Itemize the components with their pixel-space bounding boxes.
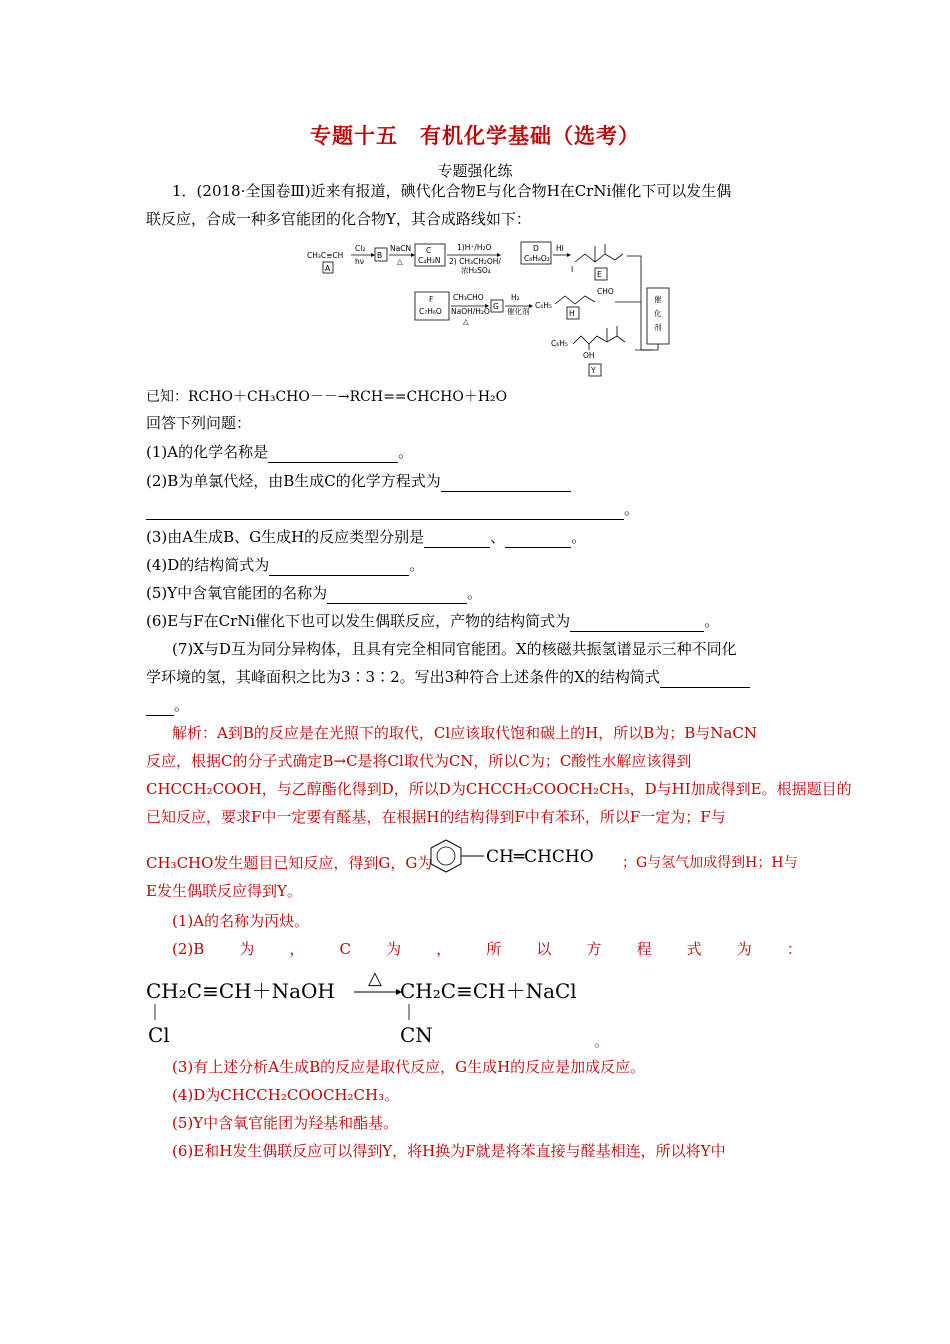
compound-c-label: C: [426, 246, 432, 255]
answer-4: (4)D为CHCCH₂COOCH₂CH₃。: [172, 1086, 400, 1104]
answer-2-word-7: 所: [486, 940, 502, 958]
question-2-line-2: [146, 498, 806, 520]
condition-heat-2: △: [463, 317, 469, 326]
equation-right-substituent: CN: [400, 1023, 433, 1047]
answer-blank-5[interactable]: [327, 589, 467, 604]
answer-2-word-12: 为: [736, 940, 752, 958]
analysis-line-5-end: ；G与氢气加成得到H；H与: [622, 855, 798, 871]
equation-period: 。: [594, 1032, 610, 1050]
answer-blank-3b[interactable]: [505, 533, 571, 548]
compound-g-chain: CH═CHCHO: [486, 847, 594, 867]
compound-f-label: F: [429, 295, 434, 304]
condition-hv: hν: [355, 257, 364, 266]
compound-g-label: G: [493, 302, 499, 311]
answer-blank-4[interactable]: [269, 561, 409, 576]
reagent-hi: HI: [556, 244, 564, 253]
h-substituent: C₆H₅: [535, 301, 552, 310]
reagent-cl2: Cl₂: [355, 244, 366, 253]
compound-y-label: Y: [591, 366, 596, 375]
answer-5: (5)Y中含氧官能团为羟基和酯基。: [172, 1114, 399, 1132]
question-intro-line-1: 1．(2018·全国卷Ⅲ)近来有报道，碘代化合物E与化合物H在CrNi催化下可以发生偶: [172, 182, 732, 200]
catalyst-char-2: 化: [654, 309, 662, 318]
equation-right: CH₂C≡CH＋NaCl: [400, 979, 577, 1003]
question-1: [146, 441, 806, 463]
analysis-line-4: 已知反应，要求F中一定要有醛基，在根据H的结构得到F中有苯环，所以F一定为；F与: [146, 808, 726, 826]
question-6-period: 。: [704, 612, 720, 630]
compound-a-label: A: [325, 264, 331, 273]
analysis-line-2: 反应，根据C的分子式确定B→C是将Cl取代为CN，所以C为；C酸性水解应该得到: [146, 752, 692, 770]
answer-prompt: 回答下列问题：: [146, 414, 252, 432]
question-2-period: 。: [624, 500, 640, 518]
y-substituent: C₆H₅: [551, 339, 568, 348]
question-1-text: (1)A的化学名称是: [146, 443, 269, 461]
iodine-label: I: [571, 265, 574, 274]
answer-2-word-3: ，: [289, 940, 305, 958]
answer-2-word-11: 式: [686, 940, 702, 958]
answer-2-word-5: 为: [386, 940, 402, 958]
answer-2-word-10: 程: [636, 940, 652, 958]
question-5-period: 。: [467, 584, 483, 602]
answer-2-word-4: C: [339, 940, 352, 958]
answer-blank-1[interactable]: [268, 448, 398, 463]
condition-heat-1: △: [397, 257, 403, 266]
question-6: [146, 610, 806, 632]
question-3-comma: 、: [490, 528, 506, 546]
question-7-line-2: [146, 666, 806, 688]
compound-a-formula: CH₃C≡CH: [307, 251, 344, 260]
reagent-acetaldehyde: CH₃CHO: [453, 293, 484, 302]
answer-2-word-9: 方: [586, 940, 602, 958]
page-subtitle: 专题强化练: [437, 162, 513, 180]
question-4-text: (4)D的结构简式为: [146, 556, 270, 574]
answer-2-word-13: ：: [786, 940, 802, 958]
synthesis-scheme: [305, 232, 685, 382]
analysis-line-6: E发生偶联反应得到Y。: [146, 882, 302, 900]
compound-f-formula: C₇H₆O: [419, 307, 442, 316]
compound-b-label: B: [377, 251, 383, 260]
compound-h-label: H: [569, 309, 575, 318]
answer-1: (1)A的名称为丙炔。: [172, 912, 310, 930]
question-2-text: (2)B为单氯代烃，由B生成C的化学方程式为: [146, 472, 441, 490]
compound-e-label: E: [597, 270, 602, 279]
question-7-line-1: (7)X与D互为同分异构体，且具有完全相同官能团。X的核磁共振氢谱显示三种不同化: [172, 640, 737, 658]
analysis-line-3: CHCCH₂COOH，与乙醇酯化得到D，所以D为CHCCH₂COOCH₂CH₃，D与HI加成得到E。根据题目的: [146, 780, 852, 798]
analysis-text-5a: CH₃CHO发生题目已知反应，得到G，G为: [146, 854, 433, 872]
question-7-text: 学环境的氢，其峰面积之比为3∶3∶2。写出3种符合上述条件的X的结构简式: [146, 668, 660, 686]
answer-2-header: [172, 938, 802, 960]
question-3-text: (3)由A生成B、G生成H的反应类型分别是: [146, 528, 425, 546]
question-5-text: (5)Y中含氧官能团的名称为: [146, 584, 328, 602]
answer-3: (3)有上述分析A生成B的反应是取代反应，G生成H的反应是加成反应。: [172, 1058, 646, 1076]
y-hydroxyl: OH: [583, 351, 595, 360]
question-4: [146, 554, 806, 576]
reagent-acid-water: 1)H⁺/H₂O: [457, 243, 492, 252]
reagent-ethanol: 2) CH₃CH₂OH/: [449, 257, 501, 266]
answer-6: (6)E和H发生偶联反应可以得到Y，将H换为F就是将苯直接与醛基相连，所以将Y中: [172, 1142, 726, 1160]
answer-2-word-1: (2)B: [172, 940, 205, 958]
answer-2-word-6: ，: [436, 940, 452, 958]
question-7-line-3: [146, 694, 806, 716]
answer-2-word-2: 为: [239, 940, 255, 958]
answer-blank-2b[interactable]: [146, 505, 624, 520]
question-4-period: 。: [409, 556, 425, 574]
answer-blank-7b[interactable]: [146, 701, 174, 716]
question-intro-line-2: 联反应，合成一种多官能团的化合物Y，其合成路线如下：: [146, 210, 531, 228]
condition-catalyst: 催化剂: [507, 307, 530, 316]
analysis-label: 解析：: [172, 724, 218, 742]
question-3: [146, 526, 806, 548]
compound-g-structure: [426, 834, 626, 874]
analysis-text-1: A到B的反应是在光照下的取代，Cl应该取代饱和碳上的H，所以B为；B与NaCN: [217, 724, 757, 742]
catalyst-char-3: 剂: [654, 323, 662, 332]
answer-2-word-8: 以: [536, 940, 552, 958]
analysis-line-1: [172, 722, 832, 744]
answer-blank-6[interactable]: [570, 617, 704, 632]
reagent-h2: H₂: [511, 293, 520, 302]
reagent-h2so4: 浓H₂SO₄: [461, 266, 491, 275]
question-5: [146, 582, 806, 604]
answer-blank-2a[interactable]: [441, 477, 571, 492]
question-1-period: 。: [398, 443, 414, 461]
question-6-text: (6)E与F在CrNi催化下也可以发生偶联反应，产物的结构简式为: [146, 612, 571, 630]
h-aldehyde: CHO: [597, 287, 614, 296]
compound-d-label: D: [533, 244, 539, 253]
question-3-period: 。: [571, 528, 587, 546]
answer-blank-3a[interactable]: [424, 533, 490, 548]
reagent-naoh: NaOH/H₂O: [451, 307, 490, 316]
reagent-nacn: NaCN: [390, 244, 412, 253]
compound-d-formula: C₆H₈O₂: [524, 254, 550, 263]
catalyst-char-1: 催: [654, 295, 662, 304]
page-title: 专题十五 有机化学基础（选考）: [310, 123, 640, 148]
known-reaction: 已知：RCHO＋CH₃CHO－－→RCH==CHCHO＋H₂O: [146, 389, 508, 405]
equation-condition: △: [368, 968, 382, 989]
compound-c-formula: C₄H₃N: [418, 256, 441, 265]
equation-left-substituent: Cl: [148, 1023, 170, 1047]
question-7-period: 。: [174, 696, 190, 714]
equation-left: CH₂C≡CH＋NaOH: [146, 979, 335, 1003]
reaction-equation: [146, 966, 626, 1050]
answer-blank-7a[interactable]: [660, 673, 750, 688]
question-2: [146, 470, 806, 492]
